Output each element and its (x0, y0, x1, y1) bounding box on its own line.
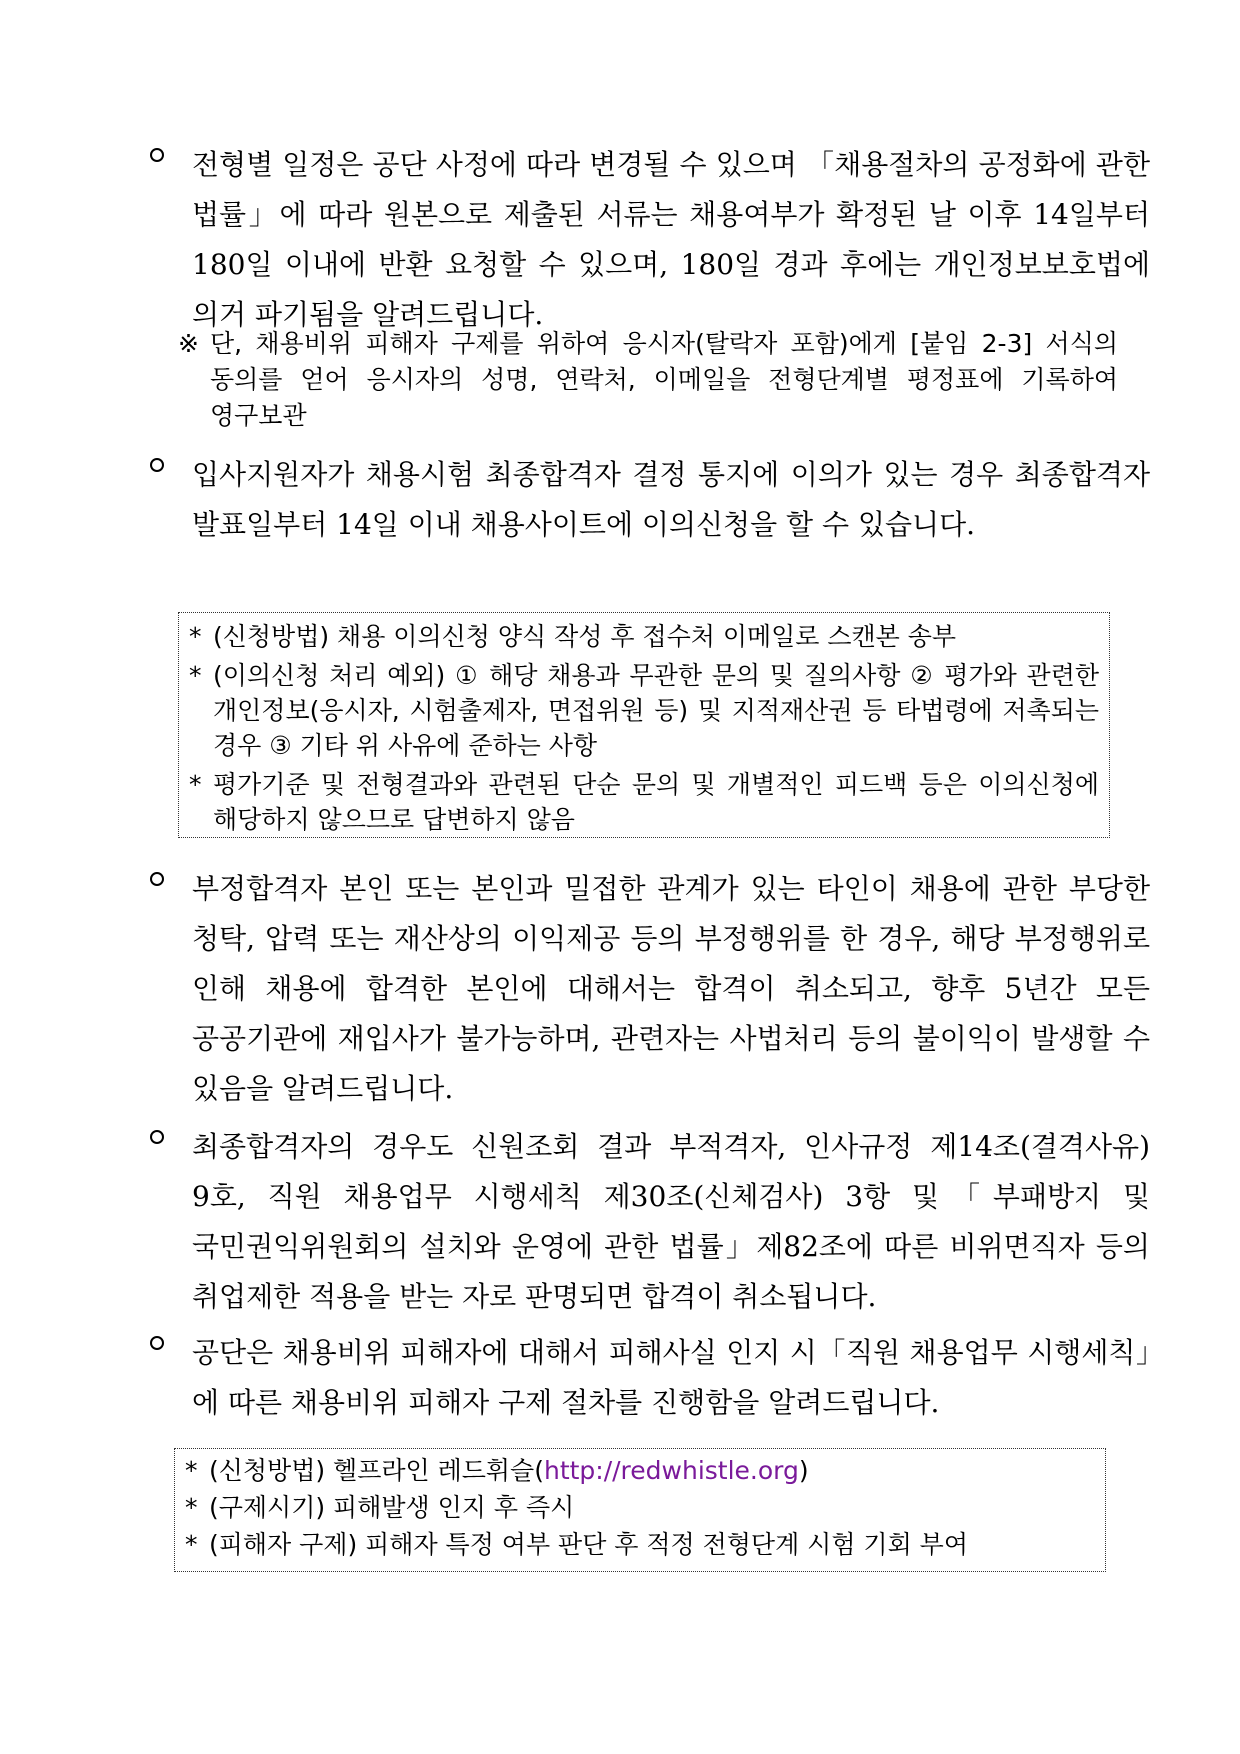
box-item: * (신청방법) 헬프라인 레드휘슬(http://redwhistle.org) (185, 1456, 809, 1485)
bullet-paragraph-5 (150, 1328, 1150, 1428)
box-item: * (이의신청 처리 예외) ① 해당 채용과 무관한 문의 및 질의사항 ② 평가와 관련한 개인정보(응시자, 시험출제자, 면접위원 등) 및 지적재산권 등 타법령에 저촉되는 경우 ③ 기타 위 사유에 준하는 사항 (189, 661, 1099, 760)
paragraph-text: 전형별 일정은 공단 사정에 따라 변경될 수 있으며 「채용절차의 공정화에 관한 법률」에 따라 원본으로 제출된 서류는 채용여부가 확정된 날 이후 14일부터 180일 이내에 반환 요청할 수 있으며, 180일 경과 후에는 개인정보보호법에 의거 파기됨을 알려드립니다. (192, 148, 1150, 331)
bullet-paragraph-1 (150, 140, 1150, 340)
redwhistle-link[interactable]: http://redwhistle.org (543, 1456, 799, 1485)
circle-bullet-icon (150, 148, 164, 162)
helpline-info-box (174, 1448, 1106, 1572)
note-paragraph (178, 326, 1118, 434)
circle-bullet-icon (150, 1336, 164, 1350)
note-text: 단, 채용비위 피해자 구제를 위하여 응시자(탈락자 포함)에게 [붙임 2-3] 서식의 동의를 얻어 응시자의 성명, 연락처, 이메일을 전형단계별 평정표에 기록하여 영구보관 (210, 329, 1118, 430)
circle-bullet-icon (150, 458, 164, 472)
circle-bullet-icon (150, 1130, 164, 1144)
paragraph-text: 공단은 채용비위 피해자에 대해서 피해사실 인지 시「직원 채용업무 시행세칙」에 따른 채용비위 피해자 구제 절차를 진행함을 알려드립니다. (192, 1336, 1150, 1419)
box-item: * 평가기준 및 전형결과와 관련된 단순 문의 및 개별적인 피드백 등은 이의신청에 해당하지 않으므로 답변하지 않음 (189, 770, 1099, 834)
objection-info-box (178, 612, 1110, 838)
bullet-paragraph-2 (150, 450, 1150, 550)
paragraph-text: 입사지원자가 채용시험 최종합격자 결정 통지에 이의가 있는 경우 최종합격자 발표일부터 14일 이내 채용사이트에 이의신청을 할 수 있습니다. (192, 458, 1150, 541)
box-item: * (신청방법) 채용 이의신청 양식 작성 후 접수처 이메일로 스캔본 송부 (189, 622, 957, 651)
paragraph-text: 부정합격자 본인 또는 본인과 밀접한 관계가 있는 타인이 채용에 관한 부당한 청탁, 압력 또는 재산상의 이익제공 등의 부정행위를 한 경우, 해당 부정행위로 인해 채용에 합격한 본인에 대해서는 합격이 취소되고, 향후 5년간 모든 공공기관에 재입사가 불가능하며, 관련자는 사법처리 등의 불이익이 발생할 수 있음을 알려드립니다. (192, 872, 1150, 1105)
circle-bullet-icon (150, 872, 164, 886)
box-item: * (피해자 구제) 피해자 특정 여부 판단 후 적정 전형단계 시험 기회 부여 (185, 1530, 968, 1559)
reference-mark-icon: ※ (178, 329, 199, 358)
paragraph-text: 최종합격자의 경우도 신원조회 결과 부적격자, 인사규정 제14조(결격사유) 9호, 직원 채용업무 시행세칙 제30조(신체검사) 3항 및「부패방지 및 국민권익위원회의 설치와 운영에 관한 법률」제82조에 따른 비위면직자 등의 취업제한 적용을 받는 자로 판명되면 합격이 취소됩니다. (192, 1130, 1150, 1313)
box-item: * (구제시기) 피해발생 인지 후 즉시 (185, 1493, 575, 1522)
bullet-paragraph-4 (150, 1122, 1150, 1322)
bullet-paragraph-3 (150, 864, 1150, 1114)
